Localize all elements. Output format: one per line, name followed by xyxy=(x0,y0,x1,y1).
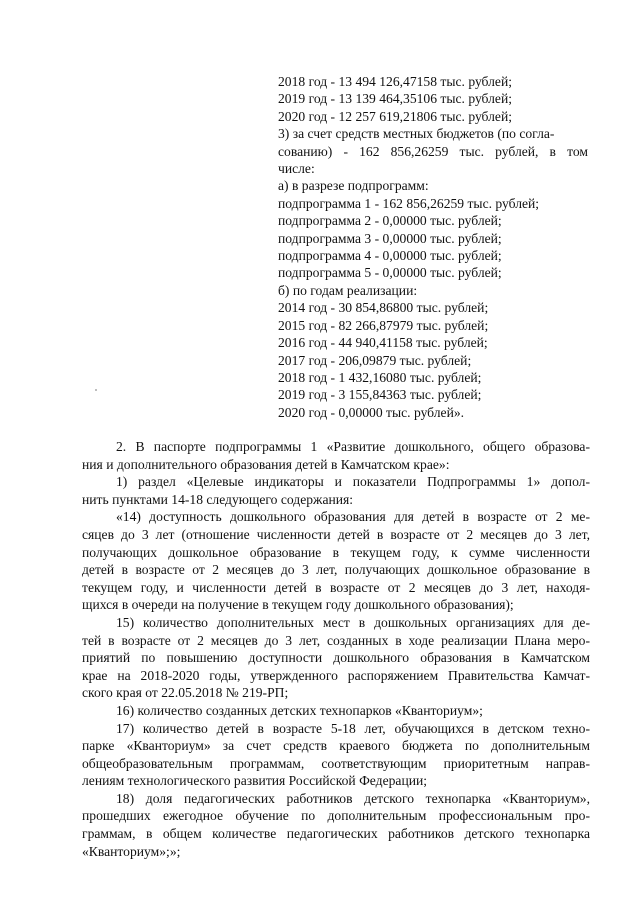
paragraph-line: 17) количество детей в возрасте 5-18 лет, обучающихся в детском техно- xyxy=(116,720,590,736)
paragraph-line: 15) количество дополнительных мест в дошкольных организациях для де- xyxy=(116,614,590,630)
funding-line: 2019 год - 13 139 464,35106 тыс. рублей; xyxy=(278,91,513,107)
funding-line: 2014 год - 30 854,86800 тыс. рублей; xyxy=(278,300,489,316)
paragraph-line: сяцев до 3 лет (отношение численности детей в возрасте от 2 месяцев до 3 лет, xyxy=(82,526,590,542)
funding-line: 2018 год - 13 494 126,47158 тыс. рублей; xyxy=(278,74,513,89)
paragraph-line: 18) доля педагогических работников детского технопарка «Кванториум», xyxy=(116,790,590,806)
paragraph-line: приятий по повышению доступности дошкольного образования в Камчатском xyxy=(82,650,590,666)
paragraph-line: 2. В паспорте подпрограммы 1 «Развитие дошкольного, общего образова- xyxy=(116,439,590,454)
funding-line: 2016 год - 44 940,41158 тыс. рублей; xyxy=(278,335,488,351)
paragraph-line: лениям технологического развития Российской Федерации; xyxy=(82,773,428,789)
paragraph-line: граммам, в общем количестве педагогических работников детского технопарка xyxy=(82,826,590,842)
funding-line: сованию) - 162 856,26259 тыс. рублей, в том xyxy=(278,143,588,159)
paragraph-line: «Кванториум»;»; xyxy=(82,843,181,859)
funding-line: 2020 год - 0,00000 тыс. рублей». xyxy=(278,404,465,420)
paragraph-line: крае на 2018-2020 годы, утвержденного распоряжением Правительства Камчат- xyxy=(82,667,590,683)
main-text xyxy=(82,438,590,860)
paragraph-line: детей в возрасте от 2 месяцев до 3 лет, получающих дошкольное образование в xyxy=(82,562,590,578)
funding-line: числе: xyxy=(278,161,315,177)
paragraph-line: общеобразовательным программам, соответствующим приоритетным направ- xyxy=(82,755,590,771)
paragraph-line: тей в возрасте от 2 месяцев до 3 лет, созданных в ходе реализации Плана меро- xyxy=(82,632,590,648)
funding-line: подпрограмма 2 - 0,00000 тыс. рублей; xyxy=(278,213,502,229)
funding-line: 3) за счет средств местных бюджетов (по согла- xyxy=(278,126,555,142)
paragraph-line: прошедших ежегодное обучение по дополнительным профессиональным про- xyxy=(82,808,590,824)
paragraph-line: 1) раздел «Целевые индикаторы и показатели Подпрограммы 1» допол- xyxy=(116,474,590,490)
paragraph-line: ния и дополнительного образования детей в Камчатском крае»: xyxy=(82,456,450,472)
funding-line: 2015 год - 82 266,87979 тыс. рублей; xyxy=(278,317,489,333)
funding-line: а) в разрезе подпрограмм: xyxy=(278,178,429,194)
funding-line: б) по годам реализации: xyxy=(278,282,418,298)
paragraph-line: щихся в очереди на получение в текущем году дошкольного образования); xyxy=(82,597,514,613)
funding-line: 2018 год - 1 432,16080 тыс. рублей; xyxy=(278,369,482,385)
funding-line: 2020 год - 12 257 619,21806 тыс. рублей; xyxy=(278,108,513,124)
funding-line: подпрограмма 3 - 0,00000 тыс. рублей; xyxy=(278,230,502,246)
funding-line: 2017 год - 206,09879 тыс. рублей; xyxy=(278,352,472,368)
funding-line: подпрограмма 1 - 162 856,26259 тыс. рублей; xyxy=(278,195,540,211)
funding-block xyxy=(278,73,588,421)
paragraph-line: получающих дошкольное образование в текущем году, к сумме численности xyxy=(82,544,590,560)
paragraph-line: 16) количество созданных детских технопарков «Кванториум»; xyxy=(116,702,483,718)
funding-line: 2019 год - 3 155,84363 тыс. рублей; xyxy=(278,387,482,403)
funding-line: подпрограмма 4 - 0,00000 тыс. рублей; xyxy=(278,248,502,264)
paragraph-line: «14) доступность дошкольного образования для детей в возрасте от 2 ме- xyxy=(116,509,590,525)
paragraph-line: парке «Кванториум» за счет средств краевого бюджета по дополнительным xyxy=(82,738,590,754)
scan-speck xyxy=(95,389,97,391)
paragraph-line: ского края от 22.05.2018 № 219-РП; xyxy=(82,685,289,701)
paragraph-line: текущем году, и численности детей в возрасте от 2 месяцев до 3 лет, находя- xyxy=(82,579,590,595)
funding-line: подпрограмма 5 - 0,00000 тыс. рублей; xyxy=(278,265,502,281)
paragraph-line: нить пунктами 14-18 следующего содержания: xyxy=(82,491,354,507)
